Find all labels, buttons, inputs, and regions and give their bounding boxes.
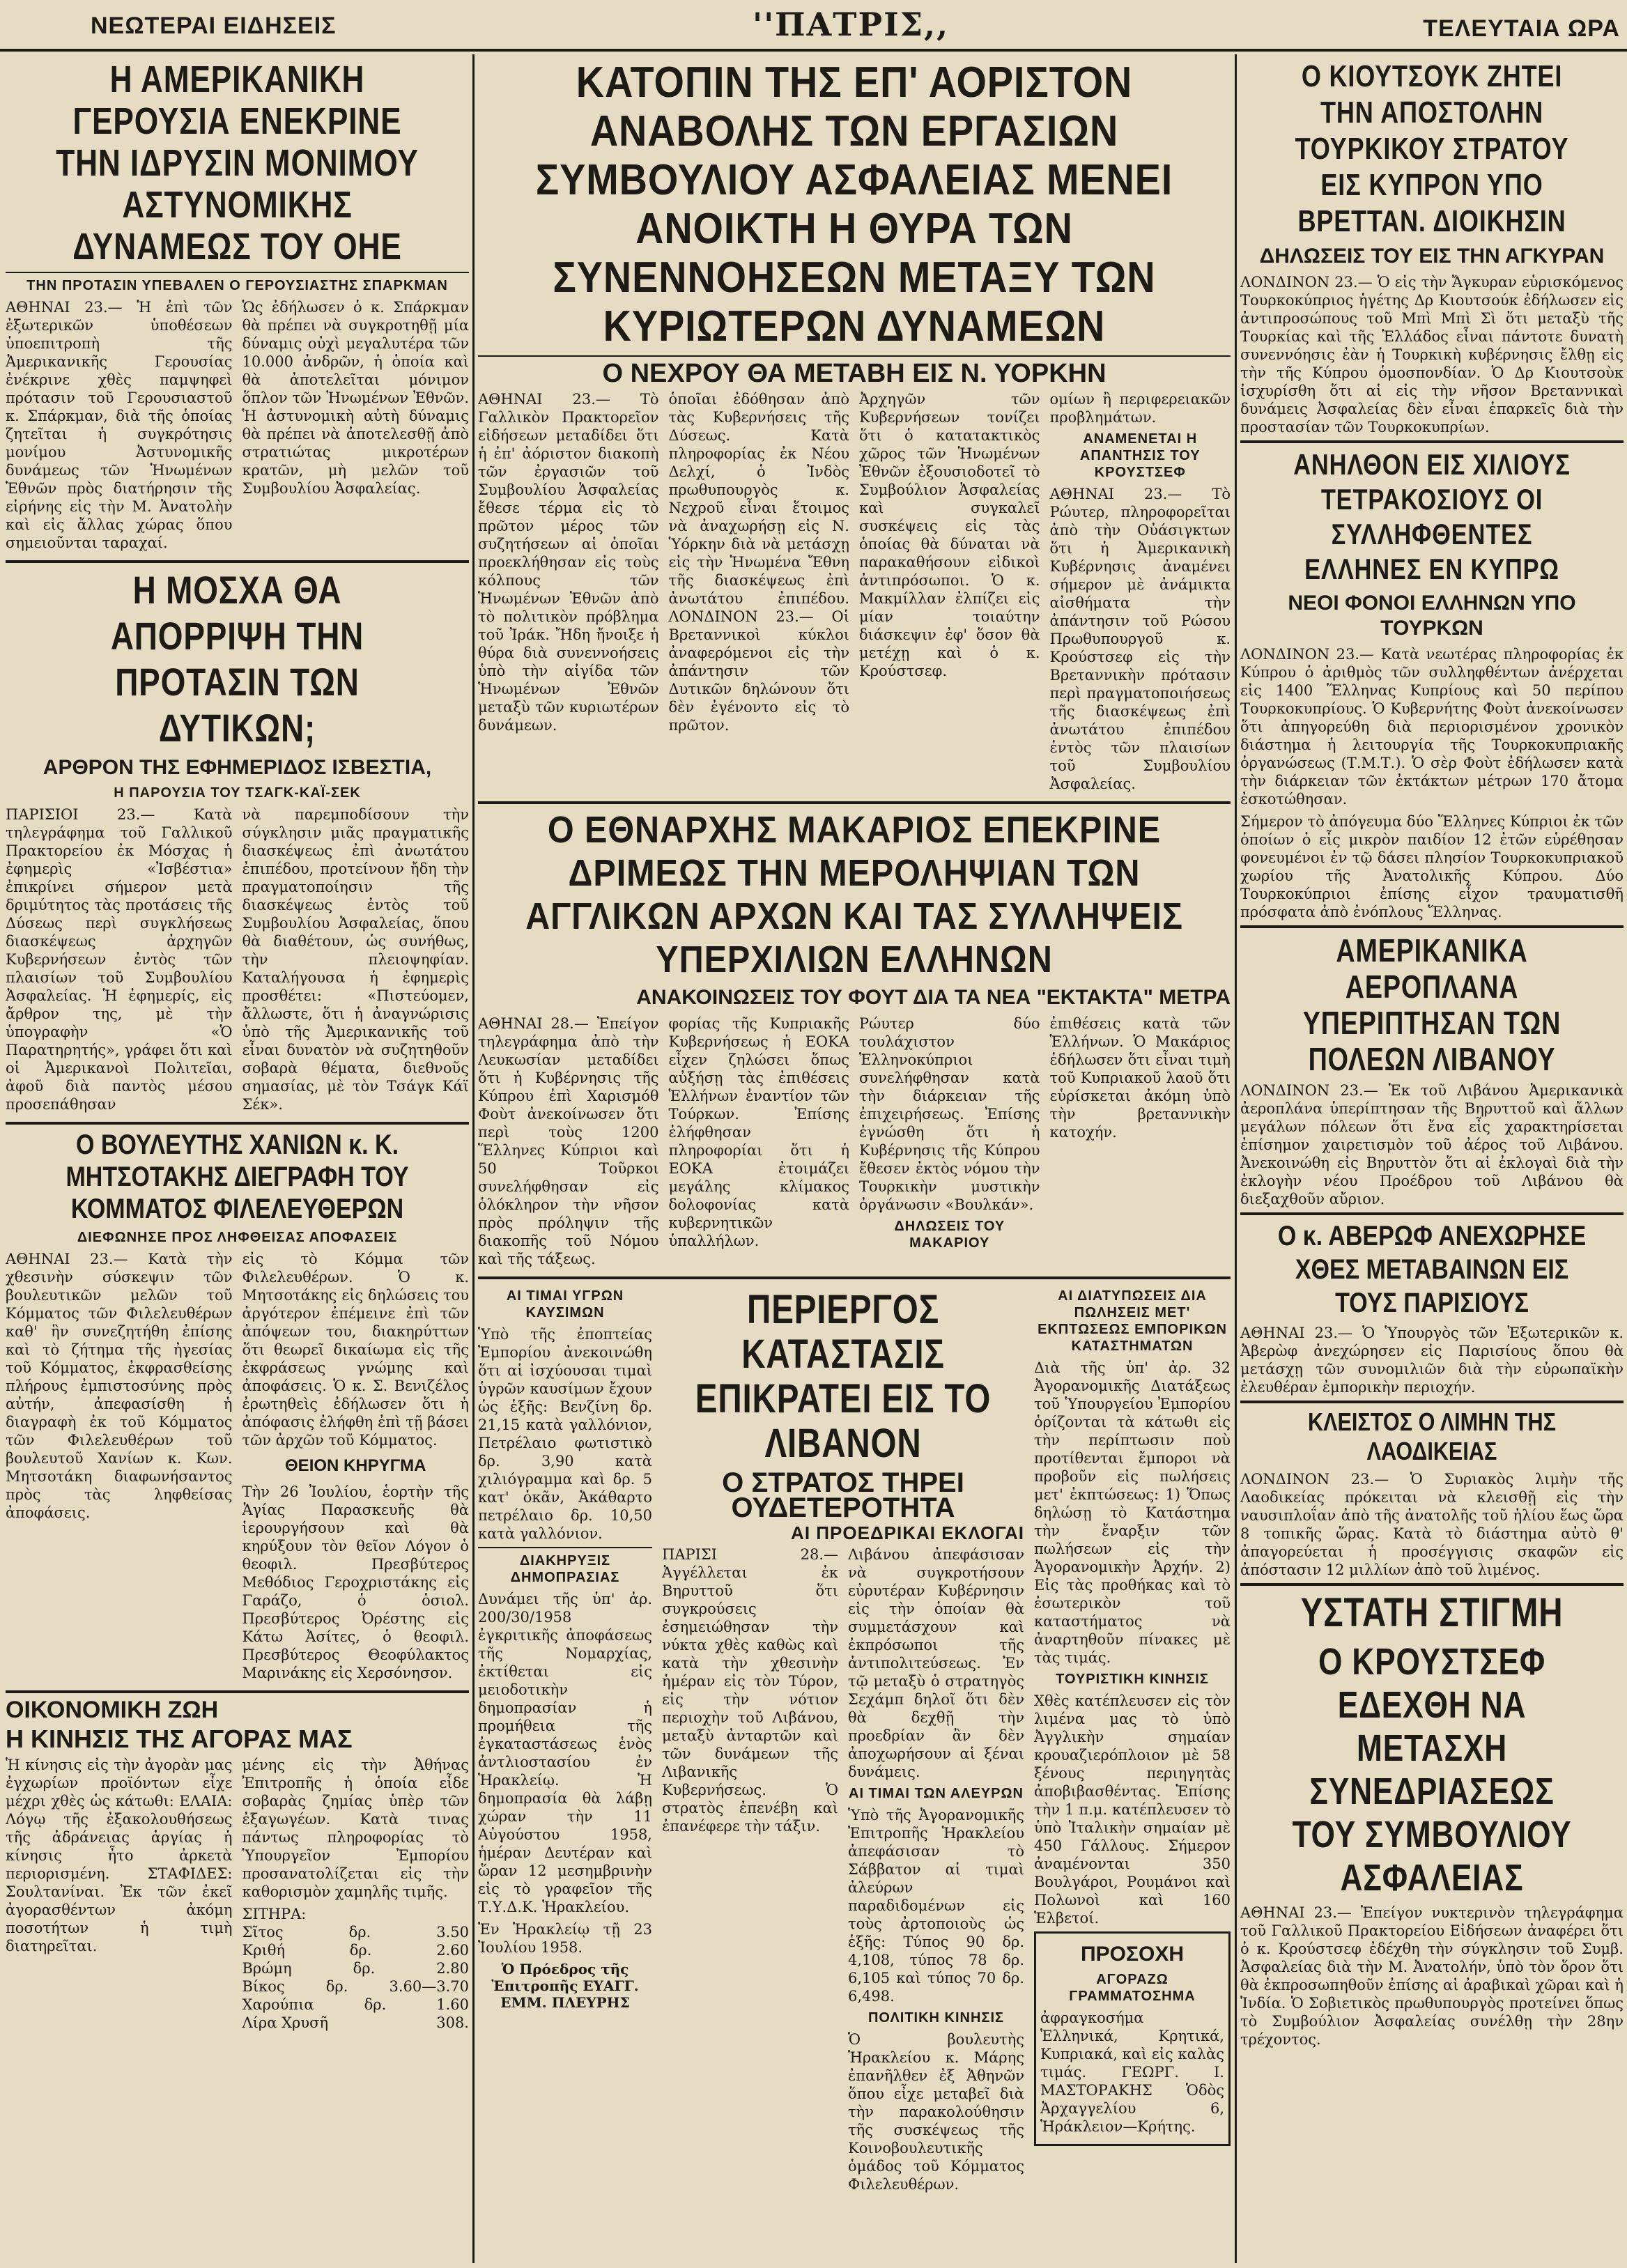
politics-text: Ὁ βουλευτὴς Ἡρακλείου κ. Μάρης ἐπανῆλθεν ἐξ Ἀθηνῶν ὅπου εἶχε μεταβεῖ διὰ τὴν παρακολούθησιν τῆς συσκέψεως τῆς Κοινοβουλευτικῆς ὁμάδος τοῦ Κόμματος Φιλελευθέρων. xyxy=(848,2031,1024,2193)
bread-text: Ὑπὸ τῆς Ἀγορανομικῆς Ἐπιτροπῆς Ἡρακλείου ἀπεφάσισαν τὸ Σάββατον αἱ τιμαὶ ἀλεύρων παραδιδομένων εἰς τοὺς ἀρτοποιοὺς ὡς ἑξῆς: Τύπος 90 δρ. 4,108, τύπος 78 δρ. 6,105 καὶ τύπος 70 δρ. 6,498. xyxy=(848,1807,1024,2005)
lebanon-text-a: ΠΑΡΙΣΙ 28.— Ἀγγέλλεται ἐκ Βηρυττοῦ ὅτι συγκρούσεις ἐσημειώθησαν τὴν νύκτα χθὲς καθὼς καὶ κατὰ τὴν χθεσινὴν ἡμέραν εἰς τὸν Τύρον, εἰς τὴν νότιον περιοχὴν τοῦ Λιβάνου, μεταξὺ ἀνταρτῶν καὶ τῶν δυνάμεων τῆς Λιβανικῆς Κυβερνήσεως. Ὁ στρατὸς ἐπενέβη καὶ ἐπανέφερε τὴν τάξιν. xyxy=(662,1546,838,1835)
divider xyxy=(1240,1401,1624,1403)
deputy-headline: Ο ΒΟΥΛΕΥΤΗΣ ΧΑΝΙΩΝ κ. Κ. ΜΗΤΣΟΤΑΚΗΣ ΔΙΕΓΡΑΦΗ ΤΟΥ ΚΟΜΜΑΤΟΣ ΦΙΛΕΛΕΥΘΕΡΩΝ xyxy=(65,1129,409,1224)
deputy-text-a: ΑΘΗΝΑΙ 23.— Κατὰ τὴν χθεσινὴν σύσκεψιν τῶν βουλευτικῶν μελῶν τοῦ Κόμματος τῶν Φιλελευθέρων καθ' ἣν συνεζητήθη ἐπίσης καὶ τὸ ζήτημα τῆς ἠγεσίας τοῦ Κόμματος, ἐκφρασθείσης πλήρους ἐμπιστοσύνης πρὸς αὐτήν, ἀπεφασίσθη ἡ διαγραφὴ ἐκ τοῦ Κόμματος τῶν Φιλελευθέρων τοῦ βουλευτοῦ Χανίων κ. Κων. Μητσοτάκη διαφωνήσαντος πρὸς τὰς ληφθείσας ἀποφάσεις. xyxy=(6,1251,233,1521)
expected-text: ΑΘΗΝΑΙ 23.— Τὸ Ρώυτερ, πληροφορεῖται ἀπὸ τὴν Οὐάσιγκτων ὅτι ἡ Ἀμερικανικὴ Κυβέρνησις ἀναμένει σήμερον μὲ ἀνάμικτα αἰσθήματα τὴν ἀπάντησιν τοῦ Ρώσου Πρωθυπουργοῦ κ. Κρούστσεφ εἰς τὴν Βρεταννικὴν πρότασιν περὶ πραγματοποιήσεως τῆς διασκέψεως ἐπὶ ἀνωτάτου ἐπιπέδου ἐντὸς τῶν πλαισίων τοῦ Συμβουλίου Ἀσφαλείας. xyxy=(1049,486,1231,792)
senate-subheadline: ΤΗΝ ΠΡΟΤΑΣΙΝ ΥΠΕΒΑΛΕΝ Ο ΓΕΡΟΥΣΙΑΣΤΗΣ ΣΠΑΡΚΜΑΝ xyxy=(26,278,448,293)
divider xyxy=(478,1547,652,1548)
ad-text: ἀφραγκοσήμα Ἑλληνικά, Κρητικά, Κυπριακά, καὶ εἰς καλὰς τιμάς. ΓΕΩΡΓ. Ι. ΜΑΣΤΟΡΑΚΗΣ Ὁδὸς Ἀρχαγγελίου 6, Ἡράκλειον—Κρήτης. xyxy=(1040,2009,1224,2135)
kutchuk-subheadline: ΔΗΛΩΣΕΙΣ ΤΟΥ ΕΙΣ ΤΗΝ ΑΓΚΥΡΑΝ xyxy=(1259,245,1605,268)
economy-text-a: Ἡ κίνησις εἰς τὴν ἀγορὰν μας ἐγχωρίων προϊόντων εἶχε μέχρι χθὲς ὡς κάτωθι: ΕΛΑΙΑ: Λόγῳ τῆς ἐξακολουθήσεως τῆς ἀδράνειας ἀργίας ἡ κίνησις ἦτο ἀρκετὰ περιορισμένη. ΣΤΑΦΙΔΕΣ: Σουλτανίναι. Ἐκ τῶν ἐκεῖ ἀγορασθέντων ἀκόμη ποσοτήτων ἡ τιμὴ διατηρεῖται. xyxy=(6,1757,233,1954)
tender-signature: Ὁ Πρόεδρος τῆς Ἐπιτροπῆς ΕΥΑΓΓ. ΕΜΜ. ΠΛΕΥΡΗΣ xyxy=(491,1961,639,2011)
last-minute-text: ΑΘΗΝΑΙ 23.— Ἐπείγον νυκτερινὸν τηλεγράφημα τοῦ Γαλλικοῦ Πρακτορείου Εἰδήσεων ἀναφέρει ὅτι ὁ κ. Κρούστσεφ ἐδέχθη τὴν σύγκλησιν τοῦ Συμβ. Ἀσφαλείας διὰ τὴν Μ. Ἀνατολήν, ὑπὸ τὸν ὅρον ὅτι θὰ ἐκπροσωπηθοῦν ἐπίσης αἱ ἀραβικαὶ χῶραι καὶ ἡ Ἰνδία. Ὁ Σοβιετικὸς πρωθυπουργὸς προτείνει ὅπως τὸ Συμβούλιον Ἀσφαλείας συνέλθῃ τὴν 28ην τρέχοντος. xyxy=(1240,1904,1624,2048)
moscow-subheadline: ΑΡΘΡΟΝ ΤΗΣ ΕΦΗΜΕΡΙΔΟΣ ΙΣΒΕΣΤΙΑ, xyxy=(43,756,432,779)
fuel-subheadline: ΑΙ ΤΙΜΑΙ ΥΓΡΩΝ ΚΑΥΣΙΜΩΝ xyxy=(506,1288,624,1320)
stamp-advertisement xyxy=(1034,1931,1231,2146)
tender-subheadline: ΔΙΑΚΗΡΥΞΙΣ ΔΗΜΟΠΡΑΣΙΑΣ xyxy=(510,1553,620,1585)
moscow-article xyxy=(6,805,469,1118)
divider xyxy=(478,801,1231,804)
sermon-headline: ΘΕΙΟΝ ΚΗΡΥΓΜΑ xyxy=(285,1456,426,1475)
arrests-text: ΛΟΝΔΙΝΟΝ 23.— Κατὰ νεωτέρας πληροφορίας ἐκ Κύπρου ὁ ἀριθμὸς τῶν συλληφθέντων ἀνέρχεται εἰς 1400 Ἕλληνας Κυπρίους καὶ 50 περίπου Τουρκοκυπρίους. Ὁ Κυβερνήτης Φοὺτ ἀνεκοίνωσεν ὅτι ἀπηγορεύθη διὰ περιορισμένον χρονικὸν διάστημα ἡ λειτουργία τῆς Τουρκοκυπριακῆς ὀργανώσεως (Τ.Μ.Τ.). Ὁ σὲρ Φοὺτ ἐδήλωσεν κατὰ τὴν διάρκειαν τῶν ἐκτάκτων μέτρων 170 ἄτομα ἐσκοτώθησαν. xyxy=(1240,646,1624,808)
lebanon-article xyxy=(662,1545,1024,2198)
masthead xyxy=(0,0,1627,52)
economy-subheadline: Η ΚΙΝΗΣΙΣ ΤΗΣ ΑΓΟΡΑΣ ΜΑΣ xyxy=(6,1725,353,1753)
moscow-text-b: νὰ παρεμποδίσουν τὴν σύγκλησιν μιᾶς πραγματικῆς διασκέψεως ἐπὶ ἀνωτάτου ἐπιπέδου, προτείνουν ἤδη τὴν πραγματοποίησιν τῆς διασκέψεως ἐντὸς τοῦ Συμβουλίου Ἀσφαλείας, ὅπου θὰ διαθέτουν, ὡς συνήθως, τὴν πλειοψηφίαν. Καταλήγουσα ἡ ἐφημερὶς προσθέτει: «Πιστεύομεν, ἄλλωστε, ὅτι ἡ ἀναγνώρισις ὑπὸ τῆς Ἀμερικανικῆς τοῦ εἶναι δυνατὸν νὰ συζητηθοῦν σοβαρὰ θέματα, διεθνοῦς σημασίας, μὲ τὸν Τσάγκ Κάϊ Σέκ». xyxy=(242,806,469,1113)
makarios-text-a: ΑΘΗΝΑΙ 28.— Ἐπείγον τηλεγράφημα ἀπὸ τὴν Λευκωσίαν μεταδίδει ὅτι ἡ Κυβέρνησις τῆς Κύπρου ἐπὶ Χαρισμόθ Φοὺτ ἀνεκοίνωσεν ὅτι περὶ τοὺς 1200 Ἕλληνες Κύπριοι καὶ 50 Τοῦρκοι συνελήφθησαν εἰς ὁλόκληρον τὴν νῆσον πρὸς πρόληψιν τῆς διακοπῆς τοῦ Νόμου καὶ τῆς τάξεως. xyxy=(478,1015,659,1267)
price-list-title: ΣΙΤΗΡΑ: xyxy=(242,1906,307,1922)
divider xyxy=(478,355,1231,357)
tourism-subheadline: ΤΟΥΡΙΣΤΙΚΗ ΚΙΝΗΣΙΣ xyxy=(1056,1672,1209,1687)
expected-subheadline: ΑΝΑΜΕΝΕΤΑΙ Η ΑΠΑΝΤΗΣΙΣ ΤΟΥ ΚΡΟΥΣΤΣΕΦ xyxy=(1079,431,1201,480)
newspaper-title: ''ΠΑΤΡΙΣ,, xyxy=(753,6,950,43)
last-minute-headline: Ο ΚΡΟΥΣΤΣΕΦ ΕΔΕΧΘΗ ΝΑ ΜΕΤΑΣΧΗ ΣΥΝΕΔΡΙΑΣΕΩΣ ΤΟΥ ΣΥΜΒΟΥΛΙΟΥ ΑΣΦΑΛΕΙΑΣ xyxy=(1292,1641,1572,1899)
lower-center xyxy=(478,1283,1231,2198)
senate-text-a: ΑΘΗΝΑΙ 23.— Ἡ ἐπὶ τῶν ἐξωτερικῶν ὑποθέσεων ὑποεπιτροπὴ τῆς Ἀμερικανικῆς Γερουσίας ἐνέκρινε χθὲς παμψηφεὶ πρότασιν τοῦ Γερουσιαστοῦ κ. Σπάρκμαν, διὰ τῆς ὁποίας ζητεῖται ἡ συγκρότησις μονίμου Ἀστυνομικῆς δυνάμεως τῶν Ἡνωμένων Ἐθνῶν πρὸς διατήρησιν τῆς εἰρήνης εἰς τὴν Μ. Ἀνατολὴν καὶ εἰς ἄλλας χώρας ὅπου σημειοῦνται ταραχαί. xyxy=(6,299,233,551)
tender-text: Δυνάμει τῆς ὑπ' ἀρ. 200/30/1958 ἐγκριτικῆς ἀποφάσεως τῆς Νομαρχίας, ἐκτίθεται εἰς μειοδοτικὴν δημοπρασίαν ἡ προμήθεια τῆς ἐγκαταστάσεως ἑνὸς ἀντλιοστασίου ἐν Ἡρακλείῳ. Ἡ δημοπρασία θὰ λάβῃ χώραν τὴν 11 Αὐγούστου 1958, ἡμέραν Δευτέραν καὶ ὥραν 12 μεσημβρινὴν εἰς τὸ γραφεῖον τῆς Τ.Υ.Δ.Κ. Ἡρακλείου. xyxy=(478,1591,652,1915)
ad-title: ΠΡΟΣΟΧΗ xyxy=(1080,1943,1185,1966)
economy-article xyxy=(6,1756,469,2032)
provisions-text: Διὰ τῆς ὑπ' ἀρ. 32 Ἀγορανομικῆς Διατάξεως τοῦ Ὑπουργείου Ἐμπορίου ὁρίζονται τὰ κάτωθι εἰς τὴν περίπτωσιν ποὺ προτίθενται ἔμποροι νὰ προβοῦν εἰς πωλήσεις μετ' ἐκπτώσεως: 1) Ὅπως δηλώσῃ τὸ Κατάστημα τὴν ἔναρξιν τῶν πωλήσεων εἰς τὴν Ἀγορανομικὴν Ἀρχήν. 2) Εἰς τὰς προθήκας καὶ τὸ ἐσωτερικὸν τοῦ καταστήματος νὰ ἀναρτηθοῦν πίνακες μὲ τὰς τιμάς. xyxy=(1034,1359,1231,1666)
averoff-text: ΑΘΗΝΑΙ 23.— Ὁ Ὑπουργὸς τῶν Ἐξωτερικῶν κ. Ἀβερὼφ ἀνεχώρησεν εἰς Παρισίους ὅπου θὰ μετάσχῃ τῶν συνομιλιῶν διὰ τὴν εὐρωπαϊκὴν ἐλευθέραν ἐμπορικὴν περιοχήν. xyxy=(1240,1325,1624,1396)
deputy-text-b: εἰς τὸ Κόμμα τῶν Φιλελευθέρων. Ὁ κ. Μητσοτάκης εἰς δηλώσεις του ἀργότερον ἐπέμεινε ἐπὶ τῶν ἀπόψεων του, διακηρύττων ὅτι θεωρεῖ δικαίωμα εἰς τῆς ἐκφράσεως γνώμης καὶ ἀποφάσεις. Ὁ κ. Σ. Βενιζέλος ἐρωτηθεὶς ἐδήλωσεν ὅτι ἡ ἀπόφασις ἐλήφθη ἐπὶ τῇ βάσει τῶν ἀρχῶν τοῦ Κόμματος. xyxy=(242,1251,469,1449)
price-row: Κριθή δρ. 2.60 xyxy=(242,1942,469,1959)
makarios-article xyxy=(478,1015,1231,1272)
port-headline: ΚΛΕΙΣΤΟΣ Ο ΛΙΜΗΝ ΤΗΣ ΛΑΟΔΙΚΕΙΑΣ xyxy=(1307,1407,1557,1465)
lebanon-headline: ΠΕΡΙΕΡΓΟΣ ΚΑΤΑΣΤΑΣΙΣ ΕΠΙΚΡΑΤΕΙ ΕΙΣ ΤΟ ΛΙΒΑΝΟΝ xyxy=(695,1287,992,1466)
senate-text-b: Ὡς ἐδήλωσεν ὁ κ. Σπάρκμαν θὰ πρέπει νὰ συγκροτηθῇ μία δύναμις οὐχὶ μεγαλυτέρα τῶν 10.000 ἀνδρῶν, ἡ ὁποία καὶ θὰ ἀποτελεῖται μόνιμον ὅπλον τῶν Ἡνωμένων Ἐθνῶν. Ἡ ἀστυνομικὴ αὐτὴ δύναμις θὰ πρέπει νὰ ἀποτελεσθῇ ἀπὸ στρατιώτας μικροτέρων κρατῶν, μὴ μελῶν τοῦ Συμβουλίου Ἀσφαλείας. xyxy=(242,299,469,497)
nehru-text-b: ὁποῖαι ἐδόθησαν ἀπὸ τὰς Κυβερνήσεις τῆς Δύσεως. Κατὰ πληροφορίας ἐκ Νέου Δελχί, ὁ Ἰνδὸς πρωθυπουργὸς κ. Νεχροῦ εἶναι ἕτοιμος νὰ ἀναχωρήσῃ εἰς Ν. Ὑόρκην διὰ νὰ μετάσχῃ εἰς τὴν Ἡνωμένα Ἔθνη τῆς διασκέψεως ἐπὶ ἀνωτάτου ἐπιπέδου. ΛΟΝΔΙΝΟΝ 23.— Οἱ Βρεταννικοὶ κύκλοι ἀναφερόμενοι εἰς τὴν ἀπάντησιν τῶν Δυτικῶν δηλώνουν ὅτι δὲν ἐγένοντο εἰς τὸ πρῶτον. xyxy=(668,391,849,734)
price-row: Σῖτος δρ. 3.50 xyxy=(242,1924,469,1941)
divider xyxy=(6,272,469,273)
deputy-subheadline: ΔΙΕΦΩΝΗΣΕ ΠΡΟΣ ΛΗΦΘΕΙΣΑΣ ΑΠΟΦΑΣΕΙΣ xyxy=(77,1230,398,1245)
tourism-text: Χθὲς κατέπλευσεν εἰς τὸν λιμένα μας τὸ ὑπὸ Ἀγγλικὴν σημαίαν κρουαζιερόπλοιον μὲ 58 ξένους περιηγητὰς ἀποβιβασθέντας. Ἐπίσης τὴν 1 π.μ. κατέπλευσεν τὸ ὑπὸ Ἰταλικὴν σημαίαν μὲ 450 Γάλλους. Σήμερον ἀναμένονται 350 Βουλγάροι, Ρουμάνοι καὶ Πολωνοὶ καὶ 160 Ἑλβετοί. xyxy=(1034,1692,1231,1927)
nehru-text-a: ΑΘΗΝΑΙ 23.— Τὸ Γαλλικὸν Πρακτορεῖον εἰδήσεων μεταδίδει ὅτι ἡ ἐπ' ἀόριστον διακοπὴ τῶν ἐργασιῶν τοῦ Συμβουλίου Ἀσφαλείας ἔθεσε τέρμα εἰς τὸ πρῶτον μέρος τῶν συζητήσεων αἱ ὁποῖαι προεκλήθησαν εἰς τοὺς κόλπους τῶν Ἡνωμένων Ἐθνῶν ἀπὸ τὸ πολιτικὸν πρόβλημα τοῦ Ἰράκ. Ἤδη ἤνοιξε ἡ θύρα διὰ συνεννοήσεις ὑπὸ τὴν αἰγίδα τῶν Ἡνωμένων Ἐθνῶν μεταξὺ τῶν κυριωτέρων δυνάμεων. xyxy=(478,391,659,734)
kutchuk-headline: Ο ΚΙΟΥΤΣΟΥΚ ΖΗΤΕΙ ΤΗΝ ΑΠΟΣΤΟΛΗΝ ΤΟΥΡΚΙΚΟΥ ΣΤΡΑΤΟΥ ΕΙΣ ΚΥΠΡΟΝ ΥΠΟ ΒΡΕΤΤΑΝ. ΔΙΟΙΚΗΣΙΝ xyxy=(1295,59,1569,238)
moscow-headline: Η ΜΟΣΧΑ ΘΑ ΑΠΟΡΡΙΨΗ ΤΗΝ ΠΡΟΤΑΣΙΝ ΤΩΝ ΔΥΤΙΚΩΝ; xyxy=(110,568,364,750)
makarios-headline: Ο ΕΘΝΑΡΧΗΣ ΜΑΚΑΡΙΟΣ ΕΠΕΚΡΙΝΕ ΔΡΙΜΕΩΣ ΤΗΝ ΜΕΡΟΛΗΨΙΑΝ ΤΩΝ ΑΓΓΛΙΚΩΝ ΑΡΧΩΝ ΚΑΙ ΤΑΣ ΣΥΛΛΗΨΕΙΣ ΥΠΕΡΧΙΛΙΩΝ ΕΛΛΗΝΩΝ xyxy=(525,809,1183,980)
price-row: Λίρα Χρυσῆ 308. xyxy=(242,2014,469,2031)
divider xyxy=(1240,1212,1624,1215)
column-center xyxy=(478,54,1231,2263)
tender-place: Ἐν Ἡρακλείῳ τῇ 23 Ἰουλίου 1958. xyxy=(478,1921,652,1956)
nehru-text-c: Ἀρχηγῶν τῶν Κυβερνήσεων τονίζει ὅτι ὁ κατατακτικὸς χῶρος τῶν Ἡνωμένων Ἐθνῶν ἐξουσιοδοτεῖ τὸ Συμβούλιον Ἀσφαλείας καὶ συγκαλεῖ συσκέψεις εἰς τὰς ὁποίας θὰ δύναται νὰ παρακαθήσουν εἰδικοὶ ἀντιπρόσωποι. Ὁ κ. Μακμίλλαν ἐλπίζει εἰς μίαν τοιαύτην διάσκεψιν ἐφ' ὅσον θὰ μετέχῃ καὶ ὁ κ. Κρούστσεφ. xyxy=(859,391,1040,679)
sermon-text: Τὴν 26 Ἰουλίου, ἑορτὴν τῆς Ἁγίας Παρασκευῆς θὰ ἱερουργήσουν καὶ θὰ κηρύξουν τὸν θεῖον Λόγον ὁ θεοφιλ. Πρεσβύτερος Μεθόδιος Γεροχριστάκης εἰς Γαράζο, ὁ ὁσιολ. Πρεσβύτερος Ὀρέστης εἰς Κάτω Ἀσίτες, ὁ θεοφιλ. Πρεσβύτερος Θεοφύλακτος Μαρινάκης εἰς Χερσόνησον. xyxy=(242,1483,469,1681)
arrests-subheadline: ΝΕΟΙ ΦΟΝΟΙ ΕΛΛΗΝΩΝ ΥΠΟ ΤΟΥΡΚΩΝ xyxy=(1288,592,1576,640)
economy-headline: ΟΙΚΟΝΟΜΙΚΗ ΖΩΗ xyxy=(6,1697,219,1723)
price-row: Βίκος δρ. 3.60—3.70 xyxy=(242,1978,469,1995)
planes-headline: ΑΜΕΡΙΚΑΝΙΚΑ ΑΕΡΟΠΛΑΝΑ ΥΠΕΡΙΠΤΗΣΑΝ ΤΩΝ ΠΟΛΕΩΝ ΛΙΒΑΝΟΥ xyxy=(1302,932,1562,1077)
price-row: Βρώμη δρ. 2.80 xyxy=(242,1960,469,1977)
divider xyxy=(1240,925,1624,928)
section-label-right: ΤΕΛΕΥΤΑΙΑ ΩΡΑ xyxy=(1423,15,1620,42)
divider xyxy=(1240,1583,1624,1586)
makarios-subheadline: ΑΝΑΚΟΙΝΩΣΕΙΣ ΤΟΥ ΦΟΥΤ ΔΙΑ ΤΑ ΝΕΑ "ΕΚΤΑΚΤΑ" ΜΕΤΡΑ xyxy=(636,986,1231,1009)
statement-subheadline: ΔΗΛΩΣΕΙΣ ΤΟΥ ΜΑΚΑΡΙΟΥ xyxy=(894,1219,1005,1251)
makarios-text-d: ἐπιθέσεις κατὰ τῶν Ἑλλήνων. Ὁ Μακάριος ἐδήλωσεν ὅτι εἶναι τιμὴ τοῦ Κυπριακοῦ λαοῦ ὅτι εὑρίσκεται ἀκόμη ὑπὸ τὴν βρεταννικὴν κατοχήν. xyxy=(1049,1015,1231,1141)
main-headline: ΚΑΤΟΠΙΝ ΤΗΣ ΕΠ' ΑΟΡΙΣΤΟΝ ΑΝΑΒΟΛΗΣ ΤΩΝ ΕΡΓΑΣΙΩΝ ΣΥΜΒΟΥΛΙΟΥ ΑΣΦΑΛΕΙΑΣ ΜΕΝΕΙ ΑΝΟΙΚΤΗ Η ΘΥΡΑ ΤΩΝ ΣΥΝΕΝΝΟΗΣΕΩΝ ΜΕΤΑΞΥ ΤΩΝ ΚΥΡΙΩΤΕΡΩΝ ΔΥΝΑΜΕΩΝ xyxy=(535,59,1173,350)
bread-subheadline: ΑΙ ΤΙΜΑΙ ΤΩΝ ΑΛΕΥΡΩΝ xyxy=(849,1786,1024,1801)
lebanon-subheadline: Ο ΣΤΡΑΤΟΣ ΤΗΡΕΙ ΟΥΔΕΤΕΡΟΤΗΤΑ xyxy=(722,1467,964,1523)
lebanon-text-b: Λιβάνου ἀπεφάσισαν νὰ συγκροτήσουν εὐρυτέραν Κυβέρνησιν εἰς τὴν ὁποίαν θὰ συμμετάσχουν καὶ ἐκπρόσωποι τῆς ἀντιπολιτεύσεως. Ἐν τῷ μεταξὺ ὁ στρατηγὸς Σεχάμπ δηλοῖ ὅτι δὲν θὰ δεχθῇ τὴν προεδρίαν ἂν δὲν ἀποχωρήσουν αἱ ξέναι δυνάμεις. xyxy=(848,1546,1024,1780)
senate-headline: Η ΑΜΕΡΙΚΑΝΙΚΗ ΓΕΡΟΥΣΙΑ ΕΝΕΚΡΙΝΕ ΤΗΝ ΙΔΡΥΣΙΝ ΜΟΝΙΜΟΥ ΑΣΤΥΝΟΜΙΚΗΣ ΔΥΝΑΜΕΩΣ ΤΟΥ ΟΗΕ xyxy=(56,59,419,268)
senate-article xyxy=(6,298,469,556)
ad-subtitle: ΑΓΟΡΑΖΩ ΓΡΑΜΜΑΤΟΣΗΜΑ xyxy=(1069,1972,1196,2004)
nehru-text-d: ομίων ἢ περιφερειακῶν προβλημάτων. xyxy=(1049,391,1231,426)
last-minute-label: ΥΣΤΑΤΗ ΣΤΙΓΜΗ xyxy=(1300,1590,1564,1635)
makarios-text-c: Ρώυτερ δύο τουλάχιστον Ἑλληνοκύπριοι συνελήφθησαν κατὰ τὴν διάρκειαν τῆς ἐπιχειρήσεως. Ἐπίσης ἐγνώσθη ὅτι ἡ Κυβέρνησις τῆς Κύπρου ἔθεσεν ἐκτὸς νόμου τὴν Τουρκικὴν μυστικὴν ὀργάνωσιν «Βουλκάν». xyxy=(859,1015,1040,1213)
planes-text: ΛΟΝΔΙΝΟΝ 23.— Ἐκ τοῦ Λιβάνου Ἀμερικανικὰ ἀεροπλάνα ὑπερίπτησαν τῆς Βηρυττοῦ καὶ ἄλλων μεγάλων πόλεων ὅτι ἔνα εἶς χαρακτηρίσεται ἐπίσημον χαιρετισμὸν τοῦ ἀέρος τοῦ Λιβάνου. Ἀνεκοινώθη εἰς Βηρυττὸν ὅτι αἱ ἐκλογαὶ διὰ τὴν ἐκλογὴν νέου Προέδρου τοῦ Λιβάνου θὰ διεξαχθοῦν αὔριον. xyxy=(1240,1082,1624,1208)
arrests-headline: ΑΝΗΛΘΟΝ ΕΙΣ ΧΙΛΙΟΥΣ ΤΕΤΡΑΚΟΣΙΟΥΣ ΟΙ ΣΥΛΛΗΦΘΕΝΤΕΣ ΕΛΛΗΝΕΣ ΕΝ ΚΥΠΡΩ xyxy=(1293,448,1571,585)
averoff-headline: Ο κ. ΑΒΕΡΩΦ ΑΝΕΧΩΡΗΣΕ ΧΘΕΣ ΜΕΤΑΒΑΙΝΩΝ ΕΙΣ ΤΟΥΣ ΠΑΡΙΣΙΟΥΣ xyxy=(1277,1221,1587,1318)
nehru-article xyxy=(478,390,1231,797)
port-text: ΛΟΝΔΙΝΟΝ 23.— Ὁ Συριακὸς λιμὴν τῆς Λαοδικείας πρόκειται νὰ κλεισθῇ εἰς τὴν ναυσιπλοΐαν ἀπὸ τῆς ἀνατολῆς τοῦ ἡλίου ἕως ὥρα 8 τοπικῆς ὥρας. Κατὰ τὸ διάστημα αὐτὸ θ' ἀπαγορεύεται ἡ προσέγγισις σκαφῶν εἰς ἀπόστασιν 12 μιλλίων ἀπὸ τοῦ λιμένος. xyxy=(1240,1471,1624,1578)
economy-text-b: μένης εἰς τὴν Ἀθήνας Ἐπιτροπῆς ἡ ὁποία εἶδε σοβαρὰς ζημίας ὑπὲρ τῶν ἐξαγωγέων. Κατὰ τινας πάντως πληροφορίας τὸ Ὑπουργεῖον Ἐμπορίου προσανατολίζεται εἰς τὴν καθορισμὸν χαμηλῆς τιμῆς. xyxy=(242,1757,469,1900)
price-list xyxy=(242,1905,470,2032)
politics-subheadline: ΠΟΛΙΤΙΚΗ ΚΙΝΗΣΙΣ xyxy=(868,2010,1005,2026)
makarios-text-b: φορίας τῆς Κυπριακῆς Κυβερνήσεως ἡ ΕΟΚΑ εἶχεν ζηλώσει ὅπως αὐξήσῃ τὰς ἐπιθέσεις Ἑλλήνων ἐναντίον τῶν Τούρκων. Ἐπίσης ἐλήφθησαν πληροφορίαι ὅτι ἡ ΕΟΚΑ ἐτοιμάζει μεγάλης κλίμακος δολοφονίας κατὰ κυβερνητικῶν ὑπαλλήλων. xyxy=(668,1015,849,1249)
arrests-text-b: Σήμερον τὸ ἀπόγευμα δύο Ἕλληνες Κύπριοι ἐκ τῶν ὁποίων ὁ εἷς μικρὸν παιδίον 12 ἐτῶν εὑρέθησαν φονευμένοι ἐν τῷ δάσει πλησίον Τουρκοκυπριακοῦ χωρίου τῆς Ἀνατολικῆς Κύπρου. Δύο Τουρκοκύπριοι ἐπίσης εἶχον τραυματισθῆ πρόσφατα ἀπὸ ἐνόπλους Ἕλληνας. xyxy=(1240,813,1624,920)
column-left xyxy=(6,54,469,2263)
price-row: Χαρούπια δρ. 1.60 xyxy=(242,1996,469,2013)
divider xyxy=(6,560,469,563)
column-rule xyxy=(1235,54,1237,2263)
column-rule xyxy=(472,54,475,2263)
provisions-subheadline: ΑΙ ΔΙΑΤΥΠΩΣΕΙΣ ΔΙΑ ΠΩΛΗΣΕΙΣ ΜΕΤ' ΕΚΠΤΩΣΕΩΣ ΕΜΠΟΡΙΚΩΝ ΚΑΤΑΣΤΗΜΑΤΩΝ xyxy=(1038,1288,1227,1354)
divider xyxy=(478,1276,1231,1279)
column-right xyxy=(1240,54,1624,2263)
divider xyxy=(6,1690,469,1693)
fuel-text: Ὑπὸ τῆς ἐποπτείας Ἐμπορίου ἀνεκοινώθη ὅτι αἱ ἰσχύουσαι τιμαὶ ὑγρῶν καυσίμων ἔχουν ὡς ἑξῆς: Βενζίνη δρ. 21,15 κατὰ γαλλόνιον, Πετρέλαιο φωτιστικὸ δρ. 3,90 κατὰ χιλιόγραμμα καὶ δρ. 5 κατ' ὀκᾶν, Ἀκάθαρτο πετρέλαιο δρ. 10,50 κατὰ γαλλόνιον. xyxy=(478,1326,652,1542)
kutchuk-text: ΛΟΝΔΙΝΟΝ 23.— Ὁ εἰς τὴν Ἄγκυραν εὑρισκόμενος Τουρκοκύπριος ἡγέτης Δρ Κιουτσούκ ἐδήλωσεν εἰς ἀντιπροσώπους τοῦ Μπὶ Μπὶ Σὶ ὅτι μεταξὺ τῆς Τουρκίας καὶ τῆς Ἑλλάδος εἶναι πάντοτε δυνατὴ συνεννόησις ἐὰν ἡ Τουρκικὴ κυβέρνησις ἔλθῃ εἰς τὴν τῆς Κύπρου ὁμοσπονδίαν. Ὁ Δρ Κιουτσοὺκ ἰσχυρίσθη ὅτι αἱ εἰς τὴν νῆσον Βρεταννικαὶ δυνάμεις Ἀσφαλείας δὲν εἶναι ἐπαρκεῖς διὰ τὴν προστασίαν τῶν Τουρκοκυπρίων. xyxy=(1240,274,1624,435)
nehru-subheadline: Ο ΝΕΧΡΟΥ ΘΑ ΜΕΤΑΒΗ ΕΙΣ Ν. ΥΟΡΚΗΝ xyxy=(602,359,1106,388)
moscow-subheadline-2: Η ΠΑΡΟΥΣΙΑ ΤΟΥ ΤΣΑΓΚ-ΚΑΪ-ΣΕΚ xyxy=(114,785,361,801)
section-label-left: ΝΕΩΤΕΡΑΙ ΕΙΔΗΣΕΙΣ xyxy=(91,13,337,39)
elections-subheadline: ΑΙ ΠΡΟΕΔΡΙΚΑΙ ΕΚΛΟΓΑΙ xyxy=(791,1522,1024,1543)
divider xyxy=(1240,440,1624,443)
moscow-text-a: ΠΑΡΙΣΙΟΙ 23.— Κατὰ τηλεγράφημα τοῦ Γαλλικοῦ Πρακτορείου ἐκ Μόσχας ἡ ἐφημερὶς «Ἰσβέστια» ἐπικρίνει σήμερον μετὰ δριμύτητος τὰς προτάσεις τῆς Δύσεως περὶ συγκλήσεως διασκέψεως ἀρχηγῶν Κυβερνήσεων ἐντὸς τῶν πλαισίων τοῦ Συμβουλίου Ἀσφαλείας. Ἡ ἐφημερίς, εἰς ἄρθρον της, μὲ τὴν ὑπογραφὴν «Ὁ Παρατηρητής», γράφει ὅτι καὶ οἱ Ἀμερικανοὶ Πολιτεῖαι, ἀφοῦ διὰ παντὸς μέσου προσεπάθησαν xyxy=(6,806,233,1113)
deputy-article xyxy=(6,1250,469,1686)
divider xyxy=(6,1122,469,1125)
